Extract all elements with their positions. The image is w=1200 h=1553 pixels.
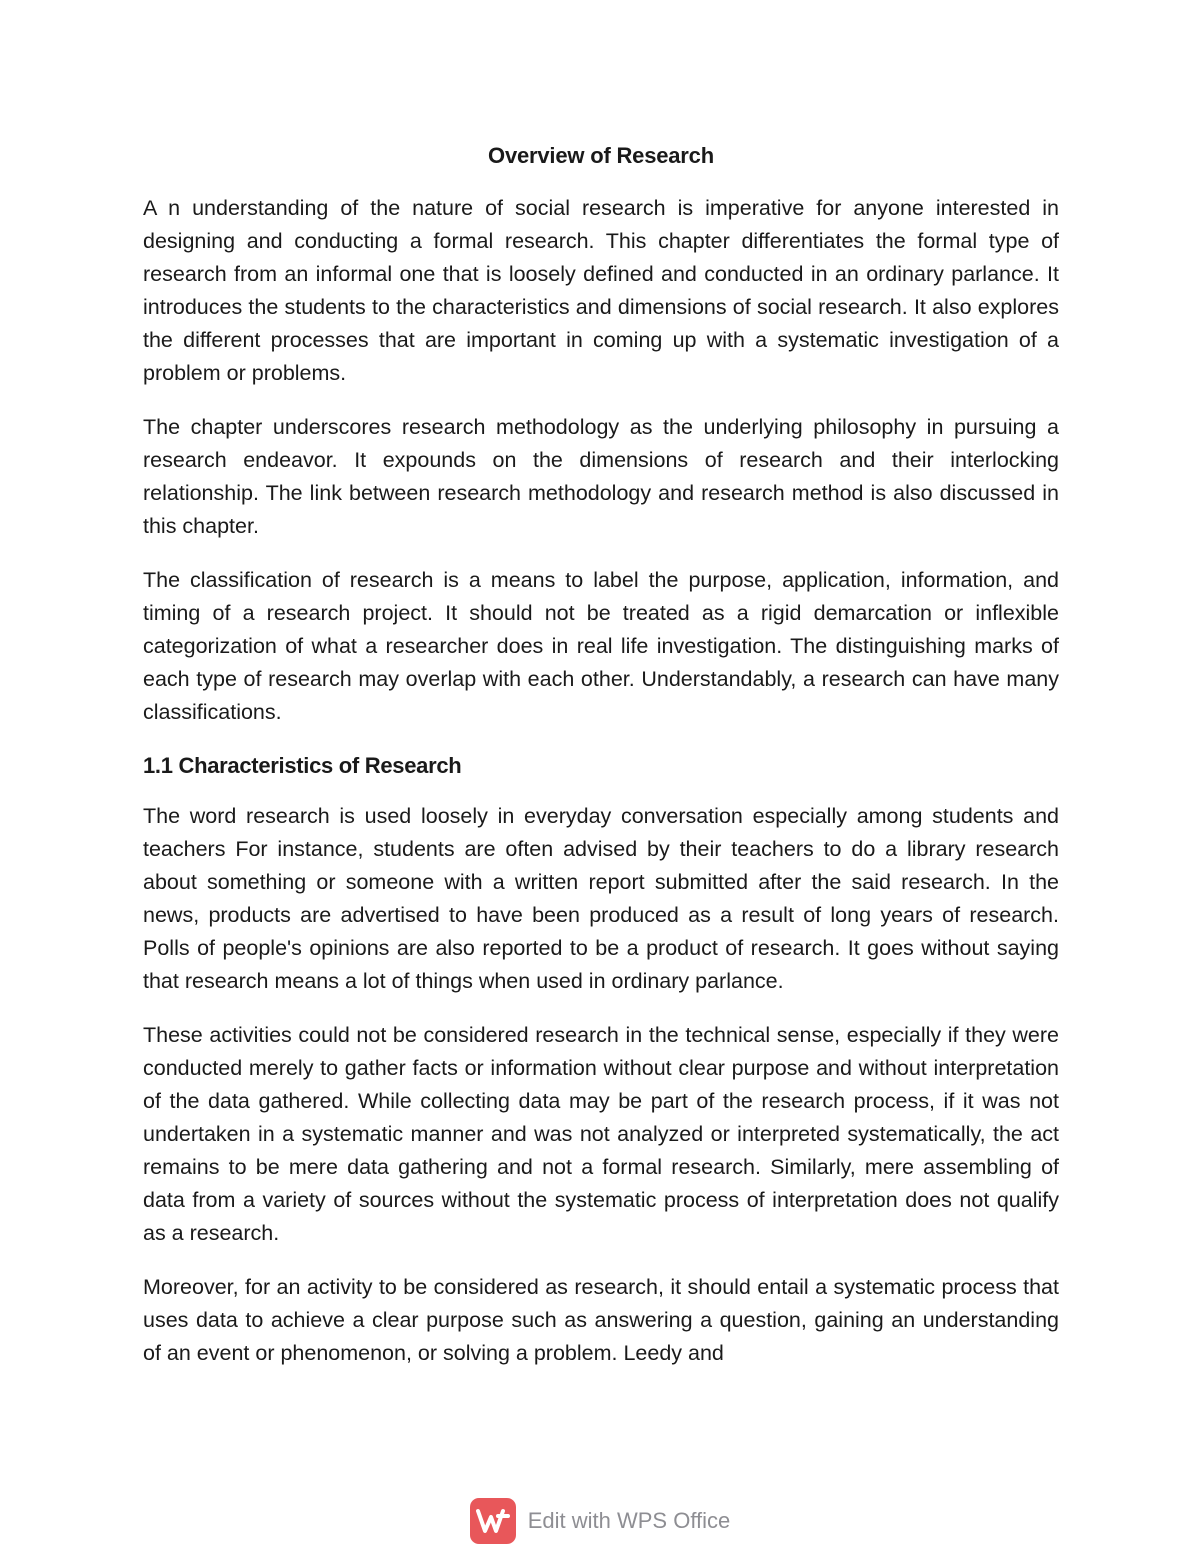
section-paragraph-2: These activities could not be considered research in the technical sense, especially if they were conducted merely to gather facts or information without clear purpose and without interpretation of the data gathered. While collecting data may be part of the research process, if it was not undertaken in a systematic manner and was not analyzed or interpreted systematically, the act remains to be mere data gathering and not a formal research. Similarly, mere assembling of data from a variety of sources without the systematic process of interpretation does not qualify as a research.	[143, 1023, 1059, 1245]
intro-paragraph-2: The chapter underscores research methodology as the underlying philosophy in pursuing a research endeavor. It expounds on the dimensions of research and their interlocking relationship. The link between research methodology and research method is also discussed in this chapter.	[143, 415, 1059, 538]
intro-paragraph-3: The classification of research is a means to label the purpose, application, information, and timing of a research project. It should not be treated as a rigid demarcation or inflexible categorization of what a researcher does in real life investigation. The distinguishing marks of each type of research may overlap with each other. Understandably, a research can have many classifications.	[143, 568, 1059, 724]
section-paragraph-3: Moreover, for an activity to be considered as research, it should entail a systematic process that uses data to achieve a clear purpose such as answering a question, gaining an understanding of an event or phenomenon, or solving a problem. Leedy and	[143, 1275, 1059, 1365]
wps-office-logo-icon[interactable]	[470, 1498, 516, 1544]
edit-with-wps-banner[interactable]	[0, 1497, 1200, 1545]
section-paragraph-1: The word research is used loosely in everyday conversation especially among students and teachers For instance, students are often advised by their teachers to do a library research about something or someone with a written report submitted after the said research. In the news, products are advertised to have been produced as a result of long years of research. Polls of people's opinions are also reported to be a product of research. It goes without saying that research means a lot of things when used in ordinary parlance.	[143, 804, 1059, 993]
section-heading: 1.1 Characteristics of Research	[143, 753, 462, 778]
document-page	[143, 140, 1059, 1391]
edit-with-wps-label[interactable]: Edit with WPS Office	[527, 1508, 731, 1533]
intro-paragraph-1: A n understanding of the nature of social research is imperative for anyone interested in designing and conducting a formal research. This chapter differentiates the formal type of research from an informal one that is loosely defined and conducted in an ordinary parlance. It introduces the students to the characteristics and dimensions of social research. It also explores the different processes that are important in coming up with a systematic investigation of a problem or problems.	[143, 196, 1059, 385]
document-title: Overview of Research	[488, 143, 714, 168]
wps-w-glyph-icon	[476, 1508, 510, 1534]
